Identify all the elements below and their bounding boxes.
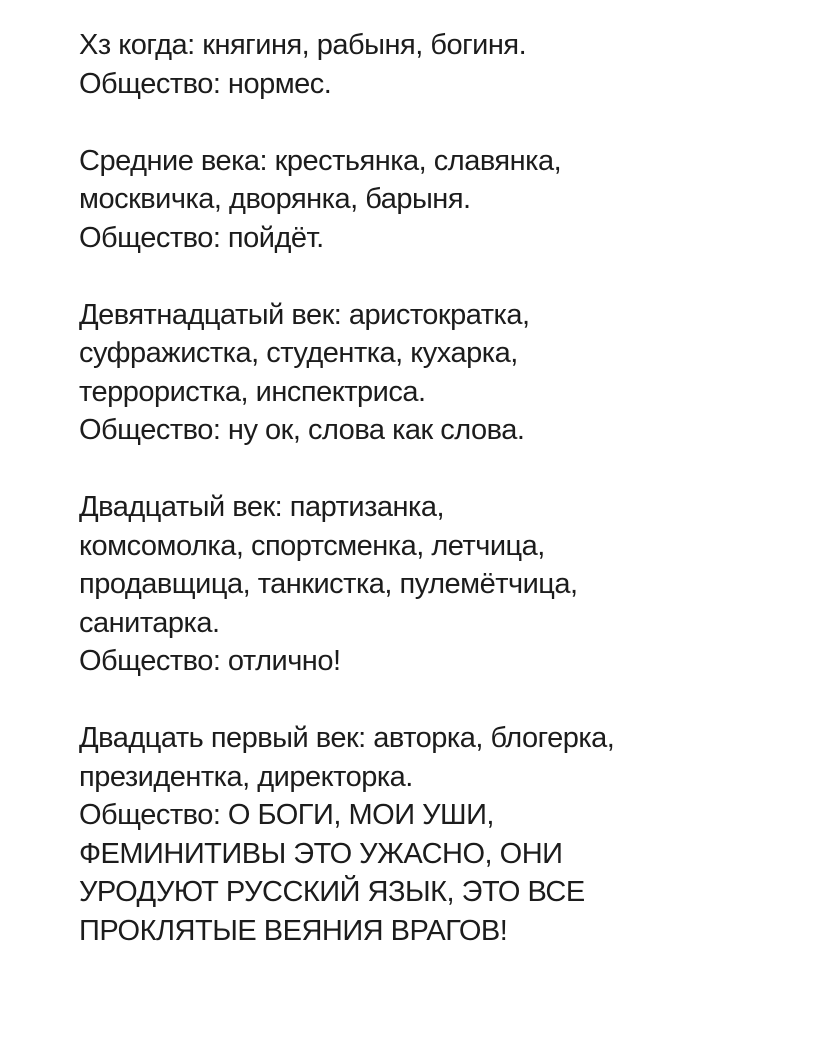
- text-line: продавщица, танкистка, пулемётчица,: [79, 568, 578, 600]
- text-line: Двадцать первый век: авторка, блогерка,: [79, 722, 615, 754]
- paragraph-twenty-first-century: [79, 719, 799, 950]
- text-line: суфражистка, студентка, кухарка,: [79, 337, 518, 369]
- text-line: Общество: нормес.: [79, 67, 332, 100]
- text-line: ПРОКЛЯТЫЕ ВЕЯНИЯ ВРАГОВ!: [79, 914, 508, 947]
- text-line: Общество: отлично!: [79, 645, 341, 677]
- text-line: Девятнадцатый век: аристократка,: [79, 298, 530, 331]
- text-line: УРОДУЮТ РУССКИЙ ЯЗЫК, ЭТО ВСЕ: [79, 876, 585, 908]
- paragraph-twentieth-century: [79, 488, 799, 681]
- paragraph-nineteenth-century: [79, 296, 799, 450]
- text-line: Средние века: крестьянка, славянка,: [79, 144, 562, 177]
- text-line: санитарка.: [79, 606, 220, 639]
- text-block: [79, 26, 799, 950]
- text-line: Двадцатый век: партизанка,: [79, 491, 445, 523]
- text-line: комсомолка, спортсменка, летчица,: [79, 529, 545, 562]
- paragraph-middle-ages: [79, 142, 799, 258]
- text-line: Общество: ну ок, слова как слова.: [79, 414, 525, 446]
- text-line: Общество: О БОГИ, МОИ УШИ,: [79, 799, 494, 831]
- text-line: москвичка, дворянка, барыня.: [79, 183, 471, 215]
- text-line: террористка, инспектриса.: [79, 375, 426, 408]
- text-line: Общество: пойдёт.: [79, 221, 324, 254]
- text-line: президентка, директорка.: [79, 760, 413, 793]
- paragraph-unknown-era: [79, 26, 799, 103]
- text-line: ФЕМИНИТИВЫ ЭТО УЖАСНО, ОНИ: [79, 837, 563, 870]
- text-line: Хз когда: княгиня, рабыня, богиня.: [79, 29, 527, 61]
